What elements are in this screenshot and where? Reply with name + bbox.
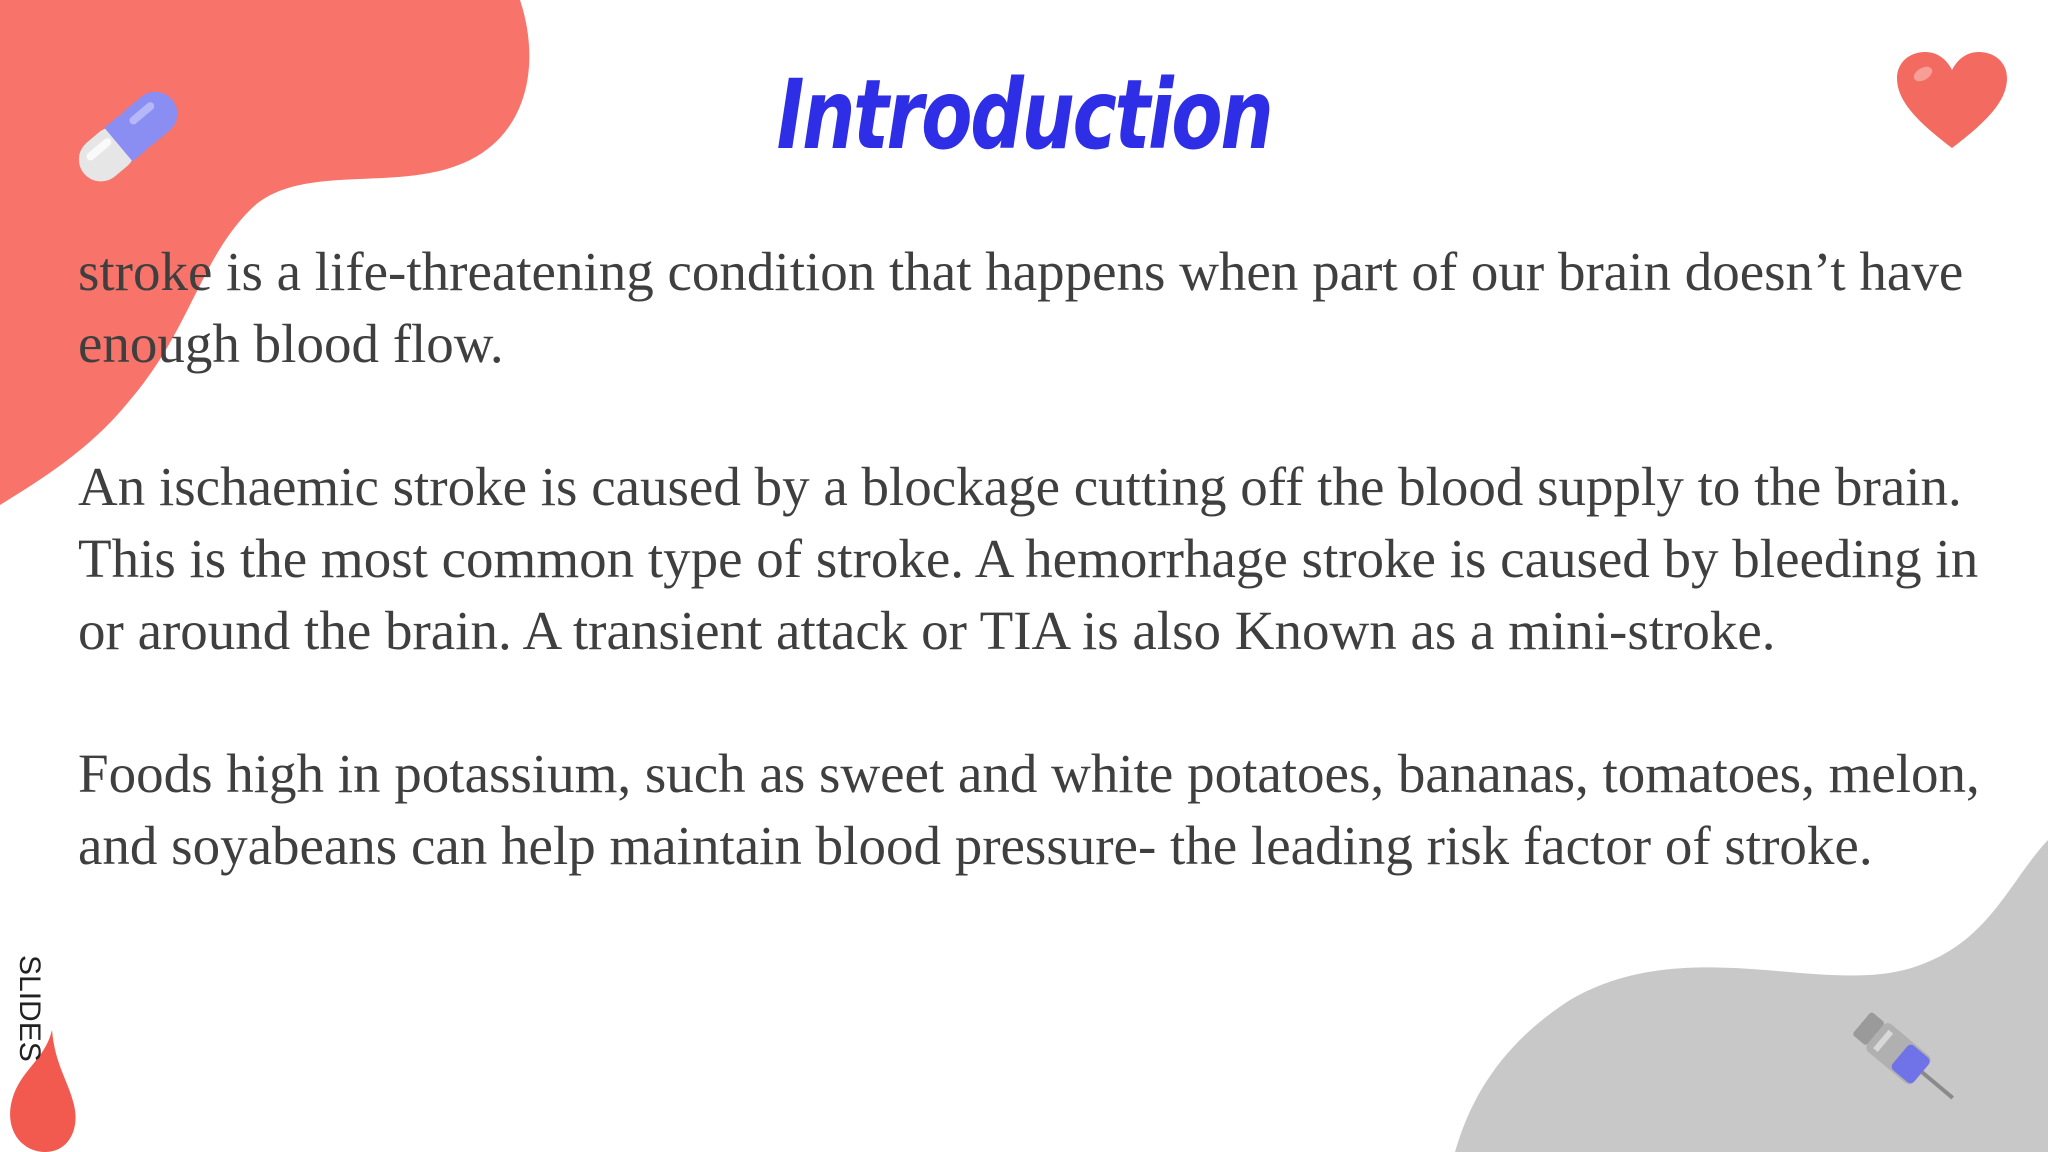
side-watermark-label: SLIDES bbox=[13, 955, 46, 1062]
slide-body bbox=[78, 236, 2008, 953]
paragraph-prevention: Foods high in potassium, such as sweet and white potatoes, bananas, tomatoes, melon, and soyabeans can help maintain blood pressure- the leading risk factor of stroke. bbox=[78, 743, 1980, 876]
paragraph-types: An ischaemic stroke is caused by a blockage cutting off the blood supply to the brain. This is the most common type of stroke. A hemorrhage stroke is caused by bleeding in or around the brain. A transient attack or TIA is also Known as a mini-stroke. bbox=[78, 456, 1979, 661]
slide-title: Introduction bbox=[776, 59, 1272, 171]
paragraph-definition: stroke is a life-threatening condition that happens when part of our brain doesn’t have enough blood flow. bbox=[78, 241, 1964, 374]
capsule-icon bbox=[60, 70, 200, 200]
syringe-icon bbox=[1830, 995, 1970, 1115]
heart-icon bbox=[1895, 50, 2010, 150]
